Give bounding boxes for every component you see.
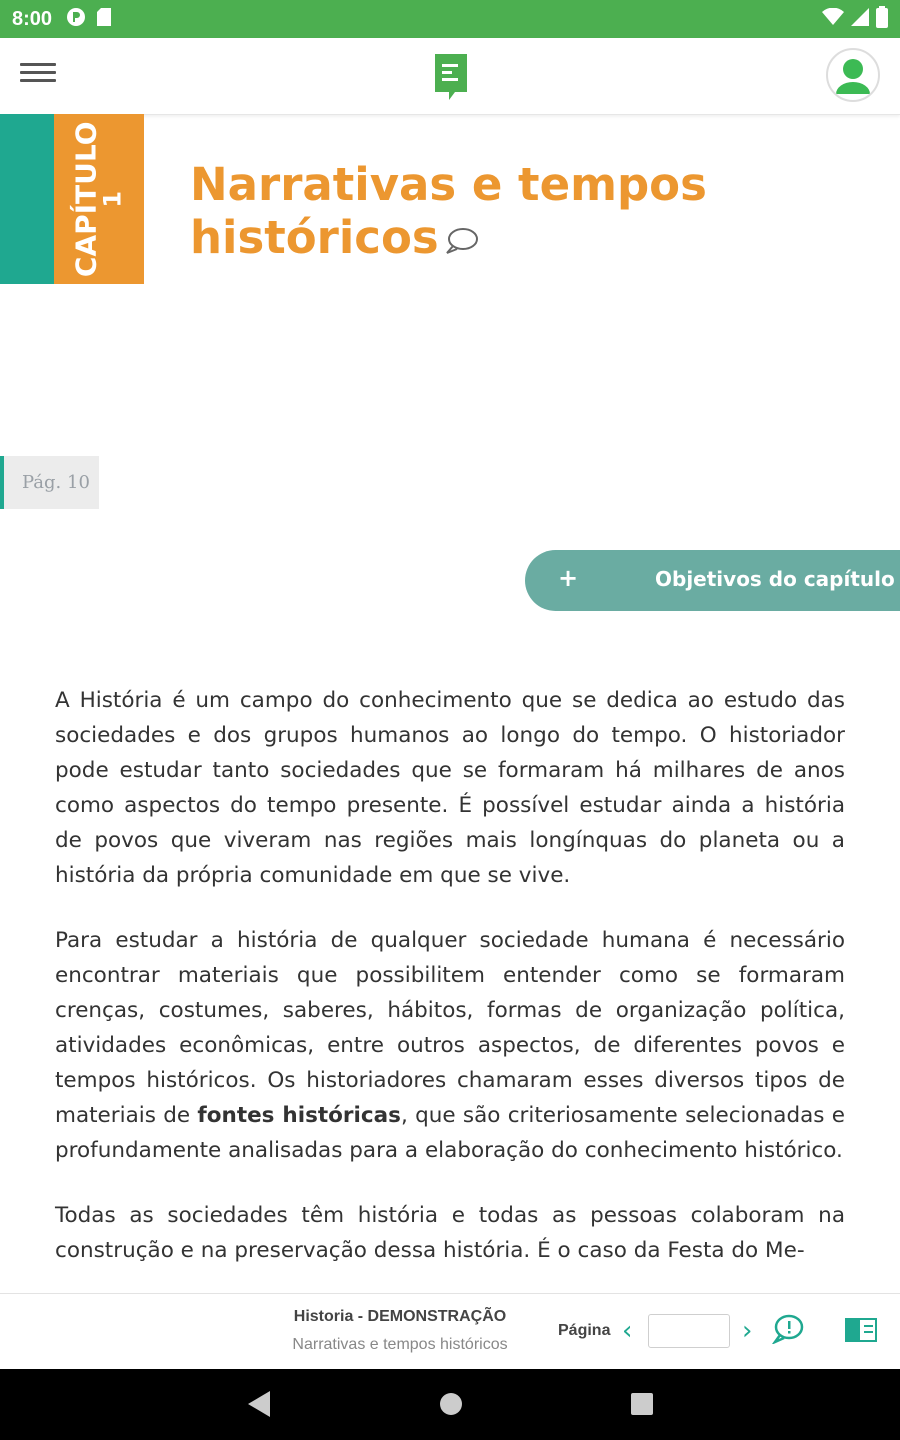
paragraph-2	[55, 923, 845, 1168]
fontes-historicas-term: fontes históricas	[197, 1103, 401, 1128]
paragraph-3: Todas as sociedades têm história e todas as pessoas colaboram na construção e na preservação dessa história. É o caso da Festa do Me-	[55, 1203, 845, 1263]
chapter-label-number: 1	[99, 190, 128, 208]
book-name: Historia - DEMONSTRAÇÃO	[293, 1308, 507, 1325]
home-icon[interactable]	[440, 1393, 462, 1415]
chapter-title-line2: históricos	[190, 211, 439, 264]
sidebar-toggle-button[interactable]	[845, 1318, 877, 1346]
page-number-input[interactable]	[648, 1314, 730, 1348]
current-chapter-name: Narrativas e tempos históricos	[292, 1336, 508, 1353]
chapter-label-word: CAPÍTULO	[69, 121, 103, 277]
plus-icon: +	[558, 564, 579, 592]
paragraph-1: A História é um campo do conhecimento que se dedica ao estudo das sociedades e dos grupos humanos ao longo do tempo. O historiador pode estudar tanto sociedades que se formaram há milhares de anos como aspectos do tempo presente. É possível estudar ainda a história de povos que viveram nas regiões mais longínquas do planeta ou a história da própria comunidade em que se vive.	[55, 688, 845, 888]
comment-button[interactable]	[772, 1314, 804, 1348]
paragraph-2-text-a: Para estudar a história de qualquer sociedade humana é necessário encontrar materiais que possibilitem entender como se formaram crenças, costumes, saberes, hábitos, formas de organização política, atividades econômicas, entre outros aspectos, de diferentes povos e tempos históricos. Os historiadores chamaram esses diversos tipos de materiais de	[55, 928, 845, 1128]
recent-apps-icon[interactable]	[631, 1393, 653, 1415]
sidebar-toggle-icon	[845, 1318, 877, 1342]
page-number-tag: Pág. 10	[0, 456, 99, 509]
objectives-label: Objetivos do capítulo	[655, 567, 895, 591]
chapter-title-line1: Narrativas e tempos	[190, 158, 707, 211]
previous-page-button[interactable]: ‹	[622, 1316, 633, 1346]
bottom-toolbar	[0, 1293, 900, 1370]
status-time: 8:00	[12, 7, 53, 30]
chapter-content	[55, 683, 845, 1293]
next-page-button[interactable]: ›	[742, 1316, 753, 1346]
comment-icon	[772, 1314, 804, 1344]
back-icon[interactable]	[248, 1391, 270, 1417]
paragraph-2-text-b: , que são criteriosamente selecionadas e profundamente analisadas para a elaboração do conhecimento histórico.	[55, 1103, 845, 1163]
page-label: Página	[558, 1322, 611, 1339]
navigation-bar	[0, 1369, 900, 1440]
